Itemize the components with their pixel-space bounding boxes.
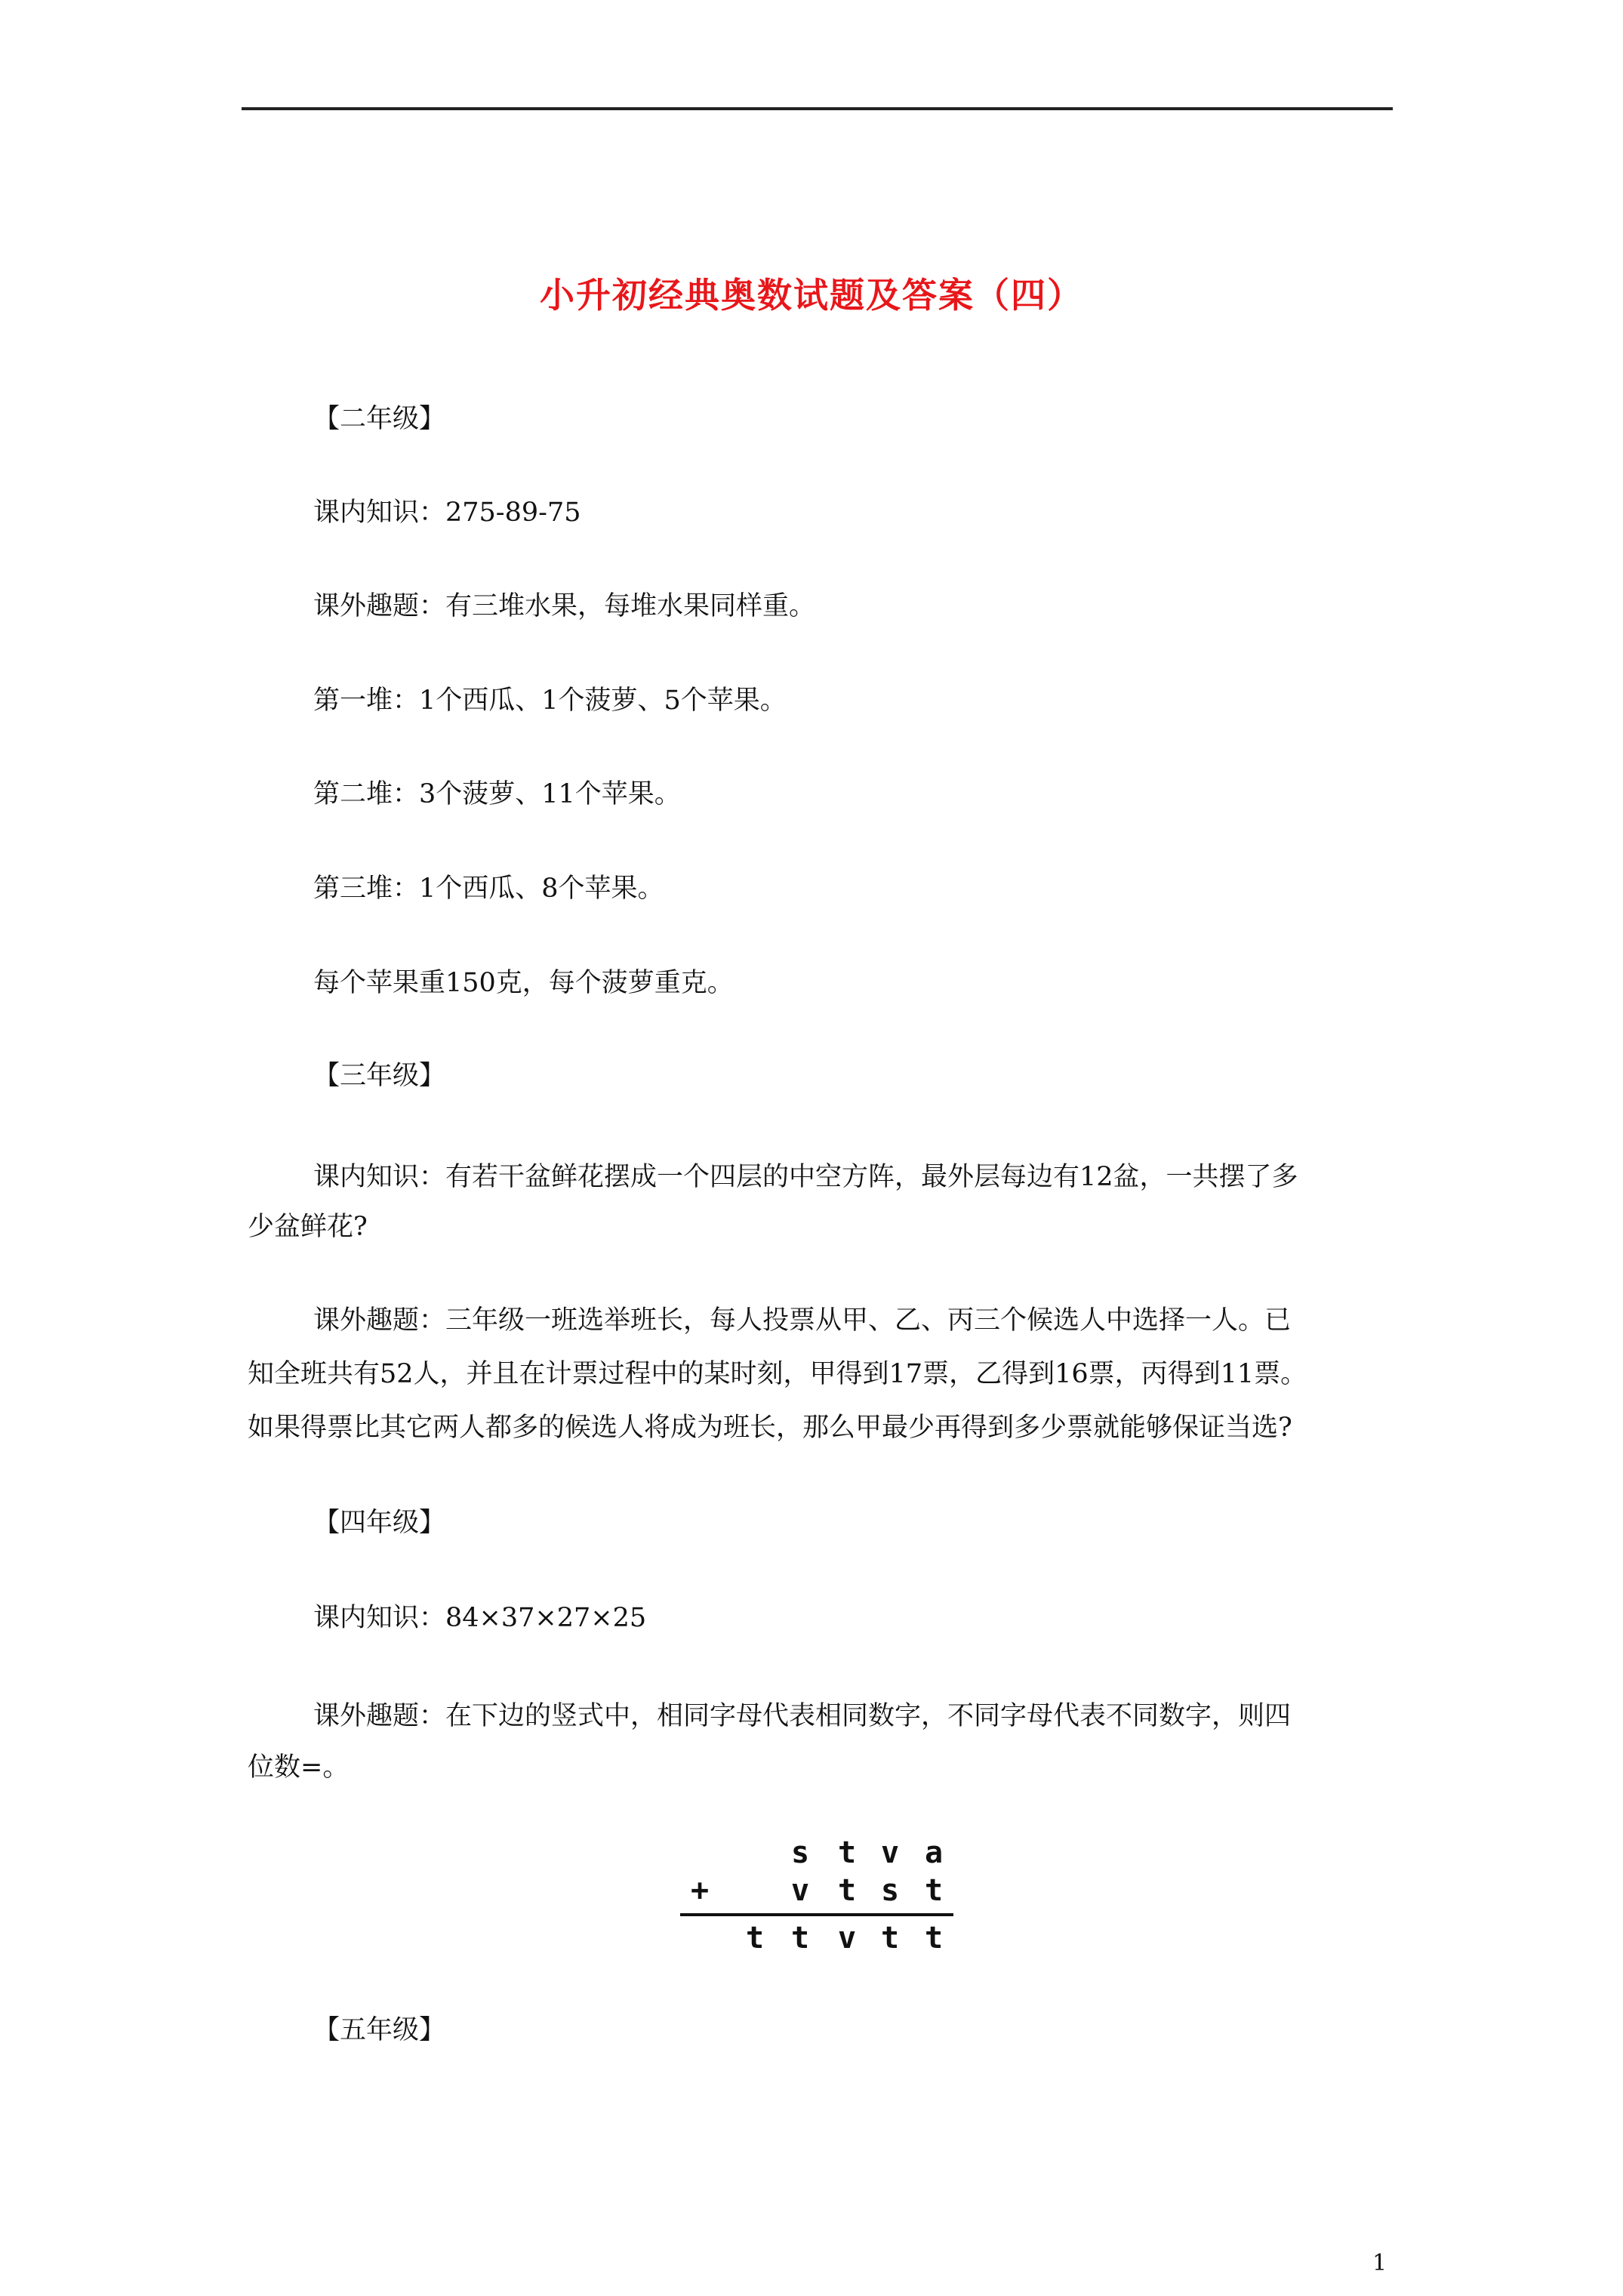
grade3-heading: 【三年级】 bbox=[313, 1061, 446, 1091]
grade4-heading: 【四年级】 bbox=[313, 1508, 446, 1538]
puzzle-digit: a bbox=[924, 1835, 944, 1870]
grade5-heading: 【五年级】 bbox=[313, 2015, 446, 2045]
grade2-pile1: 第一堆：1个西瓜、1个菠萝、5个苹果。 bbox=[313, 686, 787, 716]
page-title: 小升初经典奥数试题及答案（四） bbox=[540, 275, 1083, 316]
grade2-pile2: 第二堆：3个菠萝、11个苹果。 bbox=[313, 779, 681, 809]
puzzle-digit: s bbox=[790, 1835, 810, 1870]
grade2-fun-intro: 课外趣题：有三堆水果，每堆水果同样重。 bbox=[313, 591, 816, 621]
grade4-fun-line1: 课外趣题：在下边的竖式中，相同字母代表相同数字，不同字母代表不同数字，则四 bbox=[313, 1701, 1292, 1731]
grade2-pile3: 第三堆：1个西瓜、8个苹果。 bbox=[313, 874, 664, 904]
grade4-knowledge: 课内知识：84×37×27×25 bbox=[313, 1603, 647, 1633]
puzzle-digit: t bbox=[924, 1873, 944, 1908]
grade3-knowledge-line1: 课内知识：有若干盆鲜花摆成一个四层的中空方阵，最外层每边有12盆，一共摆了多 bbox=[313, 1162, 1298, 1192]
puzzle-digit: v bbox=[880, 1835, 900, 1870]
grade2-question: 每个苹果重150克，每个菠萝重克。 bbox=[313, 968, 734, 998]
grade3-fun-line2: 知全班共有52人，并且在计票过程中的某时刻，甲得到17票，乙得到16票，丙得到11票。 bbox=[248, 1359, 1307, 1389]
puzzle-row-2 bbox=[676, 1871, 955, 1910]
header-rule bbox=[242, 107, 1393, 110]
puzzle-digit: s bbox=[880, 1873, 900, 1908]
page-number: 1 bbox=[1372, 2250, 1387, 2276]
sum-rule bbox=[680, 1913, 953, 1916]
puzzle-result-row bbox=[676, 1918, 955, 1958]
puzzle-row-1 bbox=[676, 1833, 955, 1872]
addition-puzzle bbox=[676, 1833, 955, 1962]
grade3-knowledge-line2: 少盆鲜花? bbox=[248, 1212, 368, 1242]
puzzle-digit: v bbox=[790, 1873, 810, 1908]
plus-sign: + bbox=[690, 1873, 710, 1908]
puzzle-digit: t bbox=[837, 1835, 857, 1870]
grade3-fun-line1: 课外趣题：三年级一班选举班长，每人投票从甲、乙、丙三个候选人中选择一人。已 bbox=[313, 1305, 1292, 1336]
puzzle-digit: t bbox=[880, 1921, 900, 1955]
puzzle-digit: v bbox=[837, 1921, 857, 1955]
puzzle-digit: t bbox=[790, 1921, 810, 1955]
grade3-fun-line3: 如果得票比其它两人都多的候选人将成为班长，那么甲最少再得到多少票就能够保证当选? bbox=[248, 1413, 1292, 1443]
grade2-knowledge: 课内知识：275-89-75 bbox=[313, 498, 581, 528]
grade4-fun-line2: 位数=。 bbox=[248, 1752, 350, 1783]
grade2-heading: 【二年级】 bbox=[313, 404, 446, 434]
puzzle-digit: t bbox=[837, 1873, 857, 1908]
puzzle-digit: t bbox=[745, 1921, 765, 1955]
puzzle-digit: t bbox=[924, 1921, 944, 1955]
